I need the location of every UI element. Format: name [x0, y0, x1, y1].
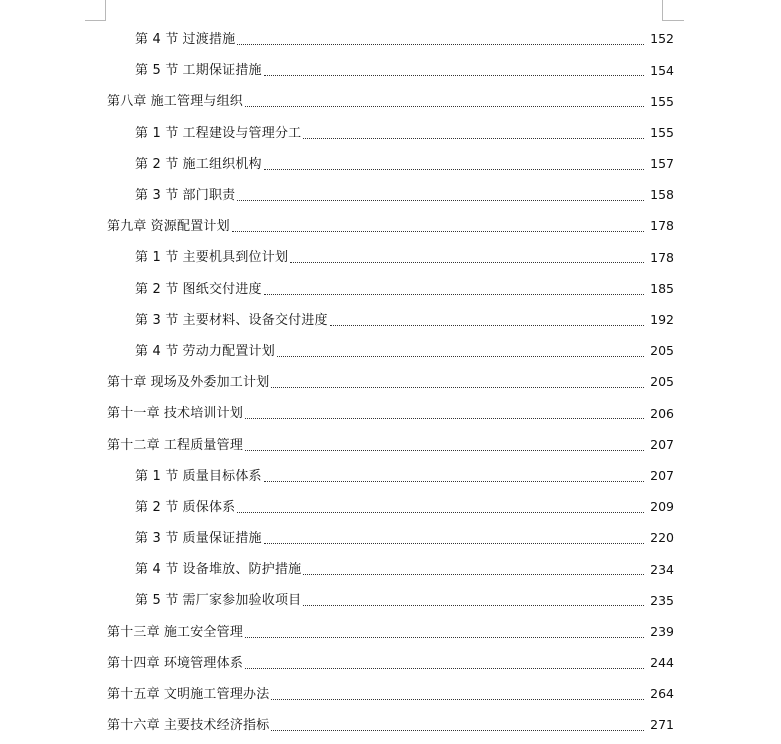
toc-dot-leader: [264, 481, 644, 482]
toc-entry-label: 第 4 节: [135, 343, 179, 359]
toc-entry-title: [135, 345, 275, 358]
toc-dot-leader: [232, 231, 644, 232]
toc-entry-text: 质量保证措施: [182, 531, 262, 547]
toc-entry-text: 过渡措施: [182, 32, 236, 48]
toc-page-number: 185: [650, 280, 674, 296]
toc-entry-title: [135, 64, 262, 77]
toc-entry-title: [135, 283, 262, 296]
toc-entry-section[interactable]: [0, 24, 781, 55]
toc-dot-leader: [303, 138, 644, 139]
toc-entry-text: 劳动力配置计划: [182, 343, 275, 359]
toc-entry-section[interactable]: [0, 118, 781, 149]
toc-entry-text: 部门职责: [182, 188, 236, 204]
toc-dot-leader: [237, 44, 644, 45]
toc-page-number: 155: [650, 124, 674, 140]
toc-entry-title: [135, 158, 262, 171]
toc-dot-leader: [245, 418, 644, 419]
toc-entry-section[interactable]: [0, 180, 781, 211]
toc-dot-leader: [264, 543, 644, 544]
toc-entry-section[interactable]: [0, 336, 781, 367]
toc-entry-text: 文明施工管理办法: [163, 687, 270, 703]
toc-entry-label: 第 5 节: [135, 593, 179, 609]
toc-entry-title: [107, 688, 269, 701]
toc-entry-title: [107, 407, 243, 420]
toc-entry-chapter[interactable]: [0, 710, 781, 741]
toc-entry-text: 施工安全管理: [163, 624, 244, 640]
toc-entry-text: 质量目标体系: [182, 468, 262, 484]
toc-entry-text: 施工管理与组织: [150, 94, 244, 110]
toc-entry-label: 第十四章: [107, 655, 160, 671]
toc-entry-label: 第 2 节: [135, 499, 179, 515]
toc-entry-text: 工程建设与管理分工: [182, 125, 302, 141]
toc-dot-leader: [245, 106, 644, 107]
toc-entry-title: [107, 439, 243, 452]
toc-dot-leader: [264, 75, 644, 76]
toc-page-number: 178: [650, 249, 674, 265]
toc-entry-section[interactable]: [0, 585, 781, 616]
toc-entry-text: 质保体系: [182, 499, 236, 515]
toc-dot-leader: [245, 668, 644, 669]
toc-entry-text: 工期保证措施: [182, 63, 262, 79]
toc-entry-label: 第 1 节: [135, 125, 179, 141]
toc-entry-title: [135, 33, 235, 46]
toc-entry-title: [107, 657, 243, 670]
toc-page-number: 239: [650, 623, 674, 639]
toc-dot-leader: [330, 325, 644, 326]
toc-dot-leader: [245, 450, 644, 451]
toc-page-number: 178: [650, 218, 674, 234]
toc-page-number: 244: [650, 655, 674, 671]
toc-entry-text: 需厂家参加验收项目: [182, 593, 302, 609]
crop-mark-right-vertical: [662, 0, 663, 20]
toc-page-number: 155: [650, 93, 674, 109]
toc-dot-leader: [277, 356, 644, 357]
toc-entry-label: 第九章: [107, 219, 147, 235]
toc-entry-text: 主要材料、设备交付进度: [182, 312, 328, 328]
toc-entry-title: [107, 220, 230, 233]
toc-entry-section[interactable]: [0, 242, 781, 273]
crop-mark-left-horizontal: [85, 20, 106, 21]
toc-entry-label: 第 4 节: [135, 32, 179, 48]
toc-entry-title: [135, 501, 235, 514]
toc-entry-section[interactable]: [0, 149, 781, 180]
toc-entry-title: [107, 626, 243, 639]
toc-page-number: 271: [650, 717, 674, 733]
toc-entry-title: [135, 563, 301, 576]
toc-entry-text: 主要技术经济指标: [163, 718, 270, 734]
toc-entry-chapter[interactable]: [0, 679, 781, 710]
toc-entry-text: 主要机具到位计划: [182, 250, 289, 266]
toc-page-number: 205: [650, 374, 674, 390]
toc-entry-chapter[interactable]: [0, 86, 781, 117]
toc-page-number: 207: [650, 436, 674, 452]
toc-entry-label: 第 1 节: [135, 468, 179, 484]
toc-entry-label: 第 2 节: [135, 156, 179, 172]
toc-page-number: 235: [650, 592, 674, 608]
toc-entry-title: [135, 314, 328, 327]
toc-dot-leader: [264, 169, 644, 170]
toc-page-number: 206: [650, 405, 674, 421]
toc-dot-leader: [271, 387, 644, 388]
toc-entry-title: [135, 594, 301, 607]
toc-entry-chapter[interactable]: [0, 398, 781, 429]
toc-page-number: 264: [650, 686, 674, 702]
toc-dot-leader: [237, 512, 644, 513]
toc-page-number: 207: [650, 467, 674, 483]
toc-page-number: 205: [650, 343, 674, 359]
toc-entry-text: 现场及外委加工计划: [150, 375, 270, 391]
toc-entry-title: [135, 189, 235, 202]
toc-dot-leader: [303, 605, 644, 606]
toc-entry-section[interactable]: [0, 492, 781, 523]
toc-entry-chapter[interactable]: [0, 429, 781, 460]
toc-entry-text: 图纸交付进度: [182, 281, 262, 297]
toc-page-number: 220: [650, 530, 674, 546]
toc-entry-label: 第八章: [107, 94, 147, 110]
toc-entry-text: 施工组织机构: [182, 156, 262, 172]
toc-page-number: 234: [650, 561, 674, 577]
toc-entry-text: 技术培训计划: [163, 406, 244, 422]
toc-entry-label: 第 3 节: [135, 531, 179, 547]
toc-entry-label: 第 2 节: [135, 281, 179, 297]
toc-dot-leader: [237, 200, 644, 201]
toc-dot-leader: [245, 637, 644, 638]
toc-dot-leader: [303, 574, 644, 575]
toc-entry-label: 第 5 节: [135, 63, 179, 79]
toc-page-number: 154: [650, 62, 674, 78]
table-of-contents: [0, 24, 781, 741]
toc-page-number: 209: [650, 499, 674, 515]
toc-entry-text: 设备堆放、防护措施: [182, 562, 302, 578]
toc-entry-text: 工程质量管理: [163, 437, 244, 453]
toc-entry-title: [107, 376, 269, 389]
toc-entry-text: 环境管理体系: [163, 655, 244, 671]
toc-entry-section[interactable]: [0, 523, 781, 554]
toc-entry-label: 第十五章: [107, 687, 160, 703]
toc-entry-label: 第十一章: [107, 406, 160, 422]
toc-entry-label: 第十章: [107, 375, 147, 391]
toc-entry-title: [135, 127, 301, 140]
toc-dot-leader: [290, 262, 644, 263]
toc-page-number: 152: [650, 31, 674, 47]
toc-entry-chapter[interactable]: [0, 367, 781, 398]
toc-entry-title: [107, 719, 269, 732]
toc-entry-label: 第十二章: [107, 437, 160, 453]
toc-page-number: 158: [650, 187, 674, 203]
toc-entry-chapter[interactable]: [0, 648, 781, 679]
toc-entry-title: [135, 470, 262, 483]
toc-entry-label: 第 4 节: [135, 562, 179, 578]
toc-entry-title: [107, 95, 243, 108]
toc-entry-label: 第 3 节: [135, 312, 179, 328]
toc-entry-title: [135, 251, 288, 264]
toc-entry-text: 资源配置计划: [150, 219, 230, 235]
toc-page-number: 157: [650, 156, 674, 172]
toc-entry-label: 第十六章: [107, 718, 160, 734]
toc-dot-leader: [271, 699, 644, 700]
toc-entry-title: [135, 532, 262, 545]
toc-entry-section[interactable]: [0, 55, 781, 86]
toc-entry-label: 第十三章: [107, 624, 160, 640]
crop-mark-right-horizontal: [662, 20, 684, 21]
toc-entry-section[interactable]: [0, 305, 781, 336]
toc-entry-chapter[interactable]: [0, 211, 781, 242]
toc-dot-leader: [271, 730, 644, 731]
toc-entry-section[interactable]: [0, 274, 781, 305]
toc-dot-leader: [264, 294, 644, 295]
toc-entry-chapter[interactable]: [0, 617, 781, 648]
toc-entry-section[interactable]: [0, 554, 781, 585]
toc-entry-label: 第 1 节: [135, 250, 179, 266]
crop-mark-left-vertical: [105, 0, 106, 20]
toc-entry-label: 第 3 节: [135, 188, 179, 204]
toc-entry-section[interactable]: [0, 461, 781, 492]
toc-page-number: 192: [650, 312, 674, 328]
